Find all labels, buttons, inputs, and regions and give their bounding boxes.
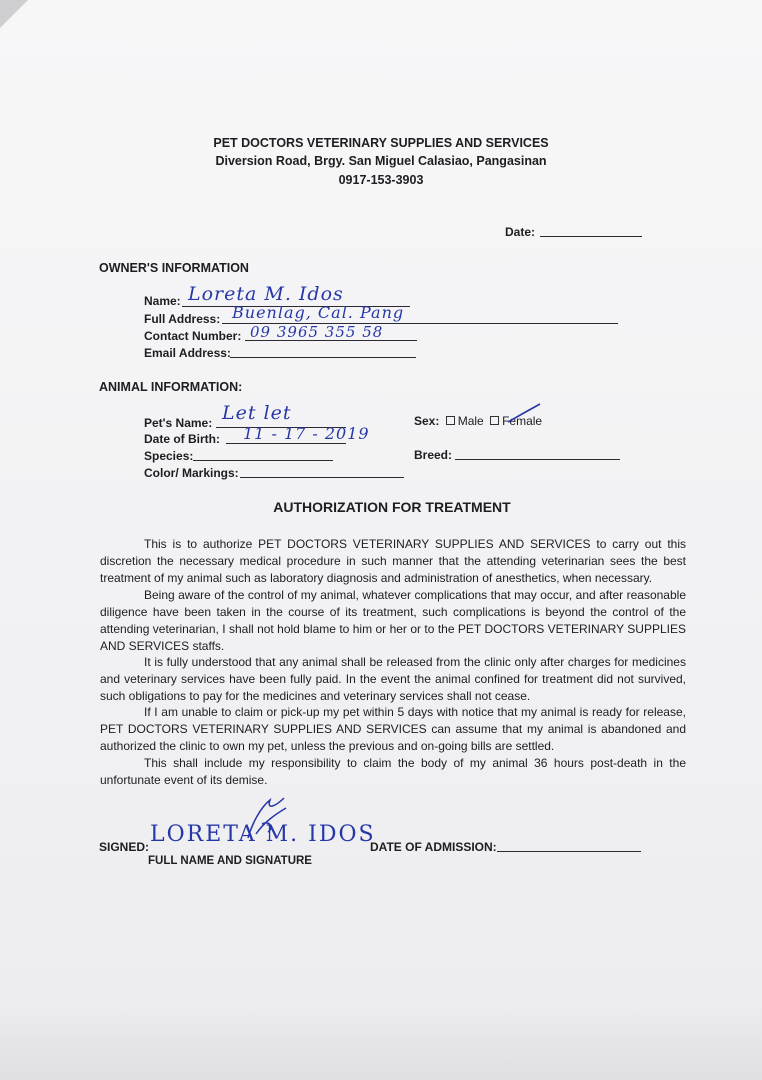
authorization-paragraph-2 <box>100 587 686 655</box>
paper-shadow <box>0 1000 762 1080</box>
authorization-paragraph-5 <box>100 755 686 789</box>
signed-label: SIGNED: <box>99 840 150 854</box>
owner-email-label: Email Address: <box>144 346 231 360</box>
authorization-paragraph-1 <box>100 536 686 587</box>
species-label: Species: <box>144 449 194 463</box>
sex-label: Sex: <box>414 414 440 428</box>
species-line[interactable] <box>193 460 333 461</box>
owner-email-line[interactable] <box>230 357 416 358</box>
dob-line[interactable] <box>226 443 346 444</box>
paragraph-5-first: This shall include my responsibility to claim the body of my animal 36 hours post-death in the <box>144 756 686 770</box>
owner-contact-value: 09 3965 355 58 <box>250 323 384 341</box>
company-phone: 0917-153-3903 <box>338 173 424 187</box>
folded-corner <box>0 0 28 28</box>
company-name: PET DOCTORS VETERINARY SUPPLIES AND SERVICES <box>213 136 549 150</box>
pet-name-value: Let let <box>222 402 292 424</box>
paragraph-4-rest: release, PET DOCTORS VETERINARY SUPPLIES AND SERVICES can assume that my animal is abandoned and authorized the clinic to own my pet, unless the previous and on-going bills are settled. <box>100 705 686 753</box>
owner-address-label: Full Address: <box>144 312 221 326</box>
color-markings-label: Color/ Markings: <box>144 466 239 480</box>
owner-address-value: Buenlag, Cal. Pang <box>232 303 405 322</box>
paragraph-3-first: It is fully understood that any animal shall be released from the clinic only after charges for <box>144 655 629 669</box>
sex-male-checkbox[interactable] <box>446 416 455 425</box>
dob-value: 11 - 17 - 2019 <box>243 424 370 443</box>
date-label: Date: <box>505 225 536 239</box>
date-line[interactable] <box>540 236 642 237</box>
authorization-paragraph-4 <box>100 704 686 755</box>
owner-name-label: Name: <box>144 294 181 308</box>
owner-section-title: OWNER'S INFORMATION <box>99 261 249 275</box>
signature-scribble <box>240 794 290 844</box>
paragraph-4-first: If I am unable to claim or pick-up my pet within 5 days with notice that my animal is ready for <box>144 705 640 719</box>
authorization-paragraph-3 <box>100 654 686 705</box>
paragraph-3-rest: medicines and veterinary services have been fully paid. In the event the animal confined for treatment did not survived, such obligations to pay for the medicines and veterinary services shall not cease. <box>100 655 686 703</box>
paragraph-5-rest: unfortunate event of its demise. <box>100 773 268 787</box>
signed-value: LORETA M. IDOS <box>150 822 376 847</box>
breed-line[interactable] <box>455 459 620 460</box>
paragraph-2-first: Being aware of the control of my animal, whatever complications that may occur, and after <box>144 588 624 602</box>
paragraph-1-first: This is to authorize PET DOCTORS VETERINARY SUPPLIES AND SERVICES to carry out this <box>144 537 686 551</box>
authorization-title: AUTHORIZATION FOR TREATMENT <box>273 499 511 515</box>
color-markings-line[interactable] <box>240 477 404 478</box>
owner-name-value: Loreta M. Idos <box>188 283 344 305</box>
sex-male-label: Male <box>457 414 484 428</box>
company-address: Diversion Road, Brgy. San Miguel Calasiao, Pangasinan <box>215 154 547 168</box>
female-check-mark <box>506 402 542 424</box>
admission-date-line[interactable] <box>497 851 641 852</box>
owner-contact-label: Contact Number: <box>144 329 242 343</box>
dob-label: Date of Birth: <box>144 432 220 446</box>
paragraph-2-rest: reasonable diligence have been taken in the course of its treatment, such complications is beyond the control of the attending veterinarian, I shall not hold blame to him or her or to the PET DOCTORS VETERINARY SUPPLIES AND SERVICES staffs. <box>100 588 686 653</box>
sex-female-label: Female <box>502 414 543 428</box>
paragraph-1-rest: discretion the necessary medical procedure in such manner that the attending veterinarian sees the best treatment of my animal such as laboratory diagnosis and administration of anesthetics, when necessary. <box>100 554 686 585</box>
sex-female-checkbox[interactable] <box>490 416 499 425</box>
signature-caption: FULL NAME AND SIGNATURE <box>148 855 312 867</box>
admission-date-label: DATE OF ADMISSION: <box>370 840 497 854</box>
breed-label: Breed: <box>414 448 453 462</box>
pet-name-label: Pet's Name: <box>144 416 213 430</box>
animal-section-title: ANIMAL INFORMATION: <box>99 380 243 394</box>
signature-line[interactable] <box>150 851 340 852</box>
